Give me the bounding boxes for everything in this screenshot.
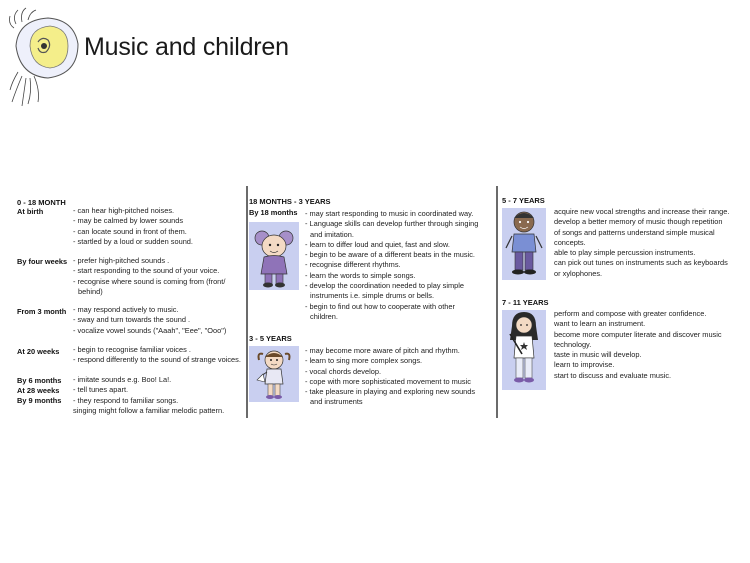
text-line: concepts. xyxy=(554,237,586,247)
text-line: - begin to find out how to cooperate with other xyxy=(305,301,455,311)
text-line: - respond differently to the sound of strange voices. xyxy=(73,355,241,365)
age-label-20-weeks: At 20 weeks xyxy=(17,347,60,356)
text-line: develop a better memory of music though repetition xyxy=(554,217,723,227)
age-label-28-weeks: At 28 weeks xyxy=(17,386,60,395)
col3-header-7-11y: 7 - 11 YEARS xyxy=(502,298,549,307)
text-line: - may start responding to music in coordinated way. xyxy=(305,209,474,218)
text-line: - take pleasure in playing and exploring new sounds xyxy=(305,387,476,397)
page-title: Music and children xyxy=(84,33,289,61)
text-line: - begin to be aware of a different beats in the music. xyxy=(305,250,475,260)
text-line: start to discuss and evaluate music. xyxy=(554,370,672,380)
age-label-6-months: By 6 months xyxy=(17,376,62,385)
text-line: - prefer high-pitched sounds . xyxy=(73,256,170,265)
text-line: behind) xyxy=(78,286,103,296)
col1-group-at-birth xyxy=(73,206,193,247)
col3-header-5-7y: 5 - 7 YEARS xyxy=(502,196,545,205)
text-line: - cope with more sophisticated movement to music xyxy=(305,376,471,386)
text-line: want to learn an instrument. xyxy=(554,319,646,329)
col2-header-3-5y: 3 - 5 YEARS xyxy=(249,334,292,343)
text-line: - learn to differ loud and quiet, fast and slow. xyxy=(305,239,450,249)
text-line: - recognise different rhythms. xyxy=(305,260,401,270)
col3-group-7-11y xyxy=(554,309,722,381)
text-line: - develop the coordination needed to play simple xyxy=(305,281,465,291)
text-line: technology. xyxy=(554,339,592,349)
text-line: - learn to sing more complex songs. xyxy=(305,356,423,366)
text-line: taste in music will develop. xyxy=(554,350,642,360)
text-line: - recognise where sound is coming from (front/ xyxy=(73,276,226,286)
col1-group-four-weeks xyxy=(73,256,225,297)
col3-group-5-7y xyxy=(554,207,729,279)
age-label-four-weeks: By four weeks xyxy=(17,257,68,266)
age-label-9-months: By 9 months xyxy=(17,396,62,405)
text-line: - can locate sound in front of them. xyxy=(73,226,187,236)
col1-group-20-weeks xyxy=(73,345,241,366)
text-line: singing might follow a familiar melodic pattern. xyxy=(73,405,225,415)
text-line: - tell tunes apart. xyxy=(73,385,129,395)
col1-header: 0 - 18 MONTH xyxy=(17,198,66,207)
column-divider-1 xyxy=(246,186,248,418)
text-line: - may be calmed by lower sounds xyxy=(73,216,184,226)
col2-group-18m-3y xyxy=(305,209,478,322)
age-label-18-months: By 18 months xyxy=(249,208,298,217)
age-label-3-month: From 3 month xyxy=(17,307,67,316)
age-label-at-birth: At birth xyxy=(17,207,44,216)
text-line: and instruments xyxy=(310,397,363,407)
text-line: - can hear high-pitched noises. xyxy=(73,206,175,215)
child-toddler-image xyxy=(249,222,299,290)
logo xyxy=(8,6,84,110)
text-line: able to play simple percussion instruments. xyxy=(554,248,696,258)
child-preschool-image xyxy=(249,346,299,402)
text-line: acquire new vocal strengths and increase their range. xyxy=(554,207,730,216)
text-line: become more computer literate and discover music xyxy=(554,329,722,339)
text-line: - begin to recognise familiar voices . xyxy=(73,345,191,354)
text-line: learn to improvise. xyxy=(554,360,615,370)
text-line: - learn the words to simple songs. xyxy=(305,270,416,280)
text-line: - they respond to familiar songs. xyxy=(73,395,179,405)
text-line: perform and compose with greater confidence. xyxy=(554,309,707,318)
text-line: - may become more aware of pitch and rhythm. xyxy=(305,346,460,355)
col2-header-18m-3y: 18 MONTHS - 3 YEARS xyxy=(249,197,331,206)
text-line: - Language skills can develop further through singing xyxy=(305,219,479,229)
col1-group-6-9-months xyxy=(73,375,224,416)
child-school-image xyxy=(502,208,546,280)
text-line: instruments i.e. simple drums or bells. xyxy=(310,291,435,301)
text-line: of songs and patterns understand simple musical xyxy=(554,227,715,237)
text-line: or xylophones. xyxy=(554,268,603,278)
text-line: - imitate sounds e.g. Boo! La!. xyxy=(73,375,172,384)
child-older-image xyxy=(502,310,546,390)
text-line: - startled by a loud or sudden sound. xyxy=(73,236,193,246)
text-line: - vocalize vowel sounds ("Aaah", "Eee", "Ooo") xyxy=(73,325,227,335)
text-line: - vocal chords develop. xyxy=(305,366,381,376)
col1-group-3-month xyxy=(73,305,226,336)
text-line: and imitation. xyxy=(310,229,354,239)
text-line: - sway and turn towards the sound . xyxy=(73,315,191,325)
text-line: can pick out tunes on instruments such as keyboards xyxy=(554,258,728,268)
text-line: - start responding to the sound of your voice. xyxy=(73,266,220,276)
column-divider-2 xyxy=(496,186,498,418)
text-line: - may respond actively to music. xyxy=(73,305,179,314)
col2-group-3-5y xyxy=(305,346,475,408)
text-line: children. xyxy=(310,311,338,321)
age-labels-6-9-months xyxy=(17,376,61,406)
